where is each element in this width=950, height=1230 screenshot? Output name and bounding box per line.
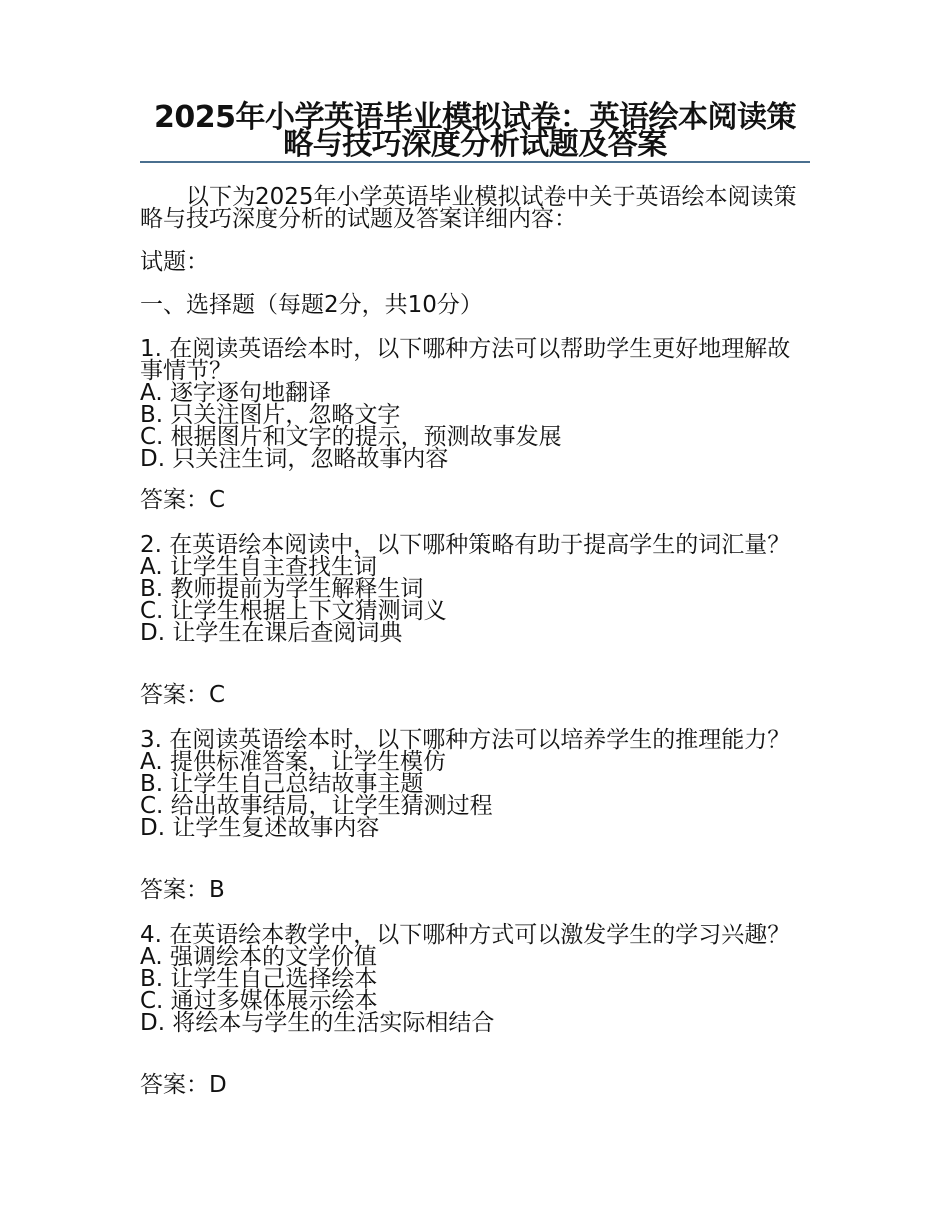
- answer-4: 答案：D: [140, 1072, 227, 1098]
- question-stem: 3. 在阅读英语绘本时，以下哪种方法可以培养学生的推理能力？: [140, 727, 791, 753]
- question-1: [140, 338, 810, 470]
- question-option: C. 让学生根据上下文猜测词义: [140, 598, 447, 624]
- title-underline: [140, 161, 810, 163]
- question-option: A. 逐字逐句地翻译: [140, 380, 331, 406]
- question-stem: 4. 在英语绘本教学中，以下哪种方式可以激发学生的学习兴趣？: [140, 922, 791, 948]
- question-4: [140, 924, 810, 1034]
- question-option: C. 根据图片和文字的提示，预测故事发展: [140, 424, 562, 450]
- intro-paragraph: 以下为2025年小学英语毕业模拟试卷中关于英语绘本阅读策略与技巧深度分析的试题及答案详细内容：: [140, 184, 797, 232]
- question-option: D. 让学生复述故事内容: [140, 815, 380, 841]
- question-option: A. 提供标准答案，让学生模仿: [140, 749, 446, 775]
- section-heading: 一、选择题（每题2分，共10分）: [140, 292, 483, 318]
- answer-1: 答案：C: [140, 487, 226, 513]
- question-option: D. 让学生在课后查阅词典: [140, 620, 403, 646]
- question-stem: 2. 在英语绘本阅读中，以下哪种策略有助于提高学生的词汇量？: [140, 532, 791, 558]
- question-stem: 1. 在阅读英语绘本时，以下哪种方法可以帮助学生更好地理解故事情节？: [140, 336, 791, 384]
- document-title: 2025年小学英语毕业模拟试卷：英语绘本阅读策略与技巧深度分析试题及答案: [154, 100, 796, 162]
- question-option: B. 让学生自己选择绘本: [140, 966, 378, 992]
- question-option: D. 将绘本与学生的生活实际相结合: [140, 1010, 495, 1036]
- question-option: D. 只关注生词，忽略故事内容: [140, 446, 449, 472]
- question-option: C. 通过多媒体展示绘本: [140, 988, 378, 1014]
- section-label: 试题：: [140, 249, 209, 275]
- question-option: B. 只关注图片，忽略文字: [140, 402, 401, 428]
- question-option: B. 教师提前为学生解释生词: [140, 576, 424, 602]
- question-option: A. 让学生自主查找生词: [140, 554, 377, 580]
- question-3: [140, 729, 810, 839]
- answer-3: 答案：B: [140, 877, 225, 903]
- question-option: B. 让学生自己总结故事主题: [140, 771, 424, 797]
- answer-2: 答案：C: [140, 682, 226, 708]
- question-option: A. 强调绘本的文学价值: [140, 944, 377, 970]
- question-2: [140, 534, 810, 644]
- question-option: C. 给出故事结局，让学生猜测过程: [140, 793, 493, 819]
